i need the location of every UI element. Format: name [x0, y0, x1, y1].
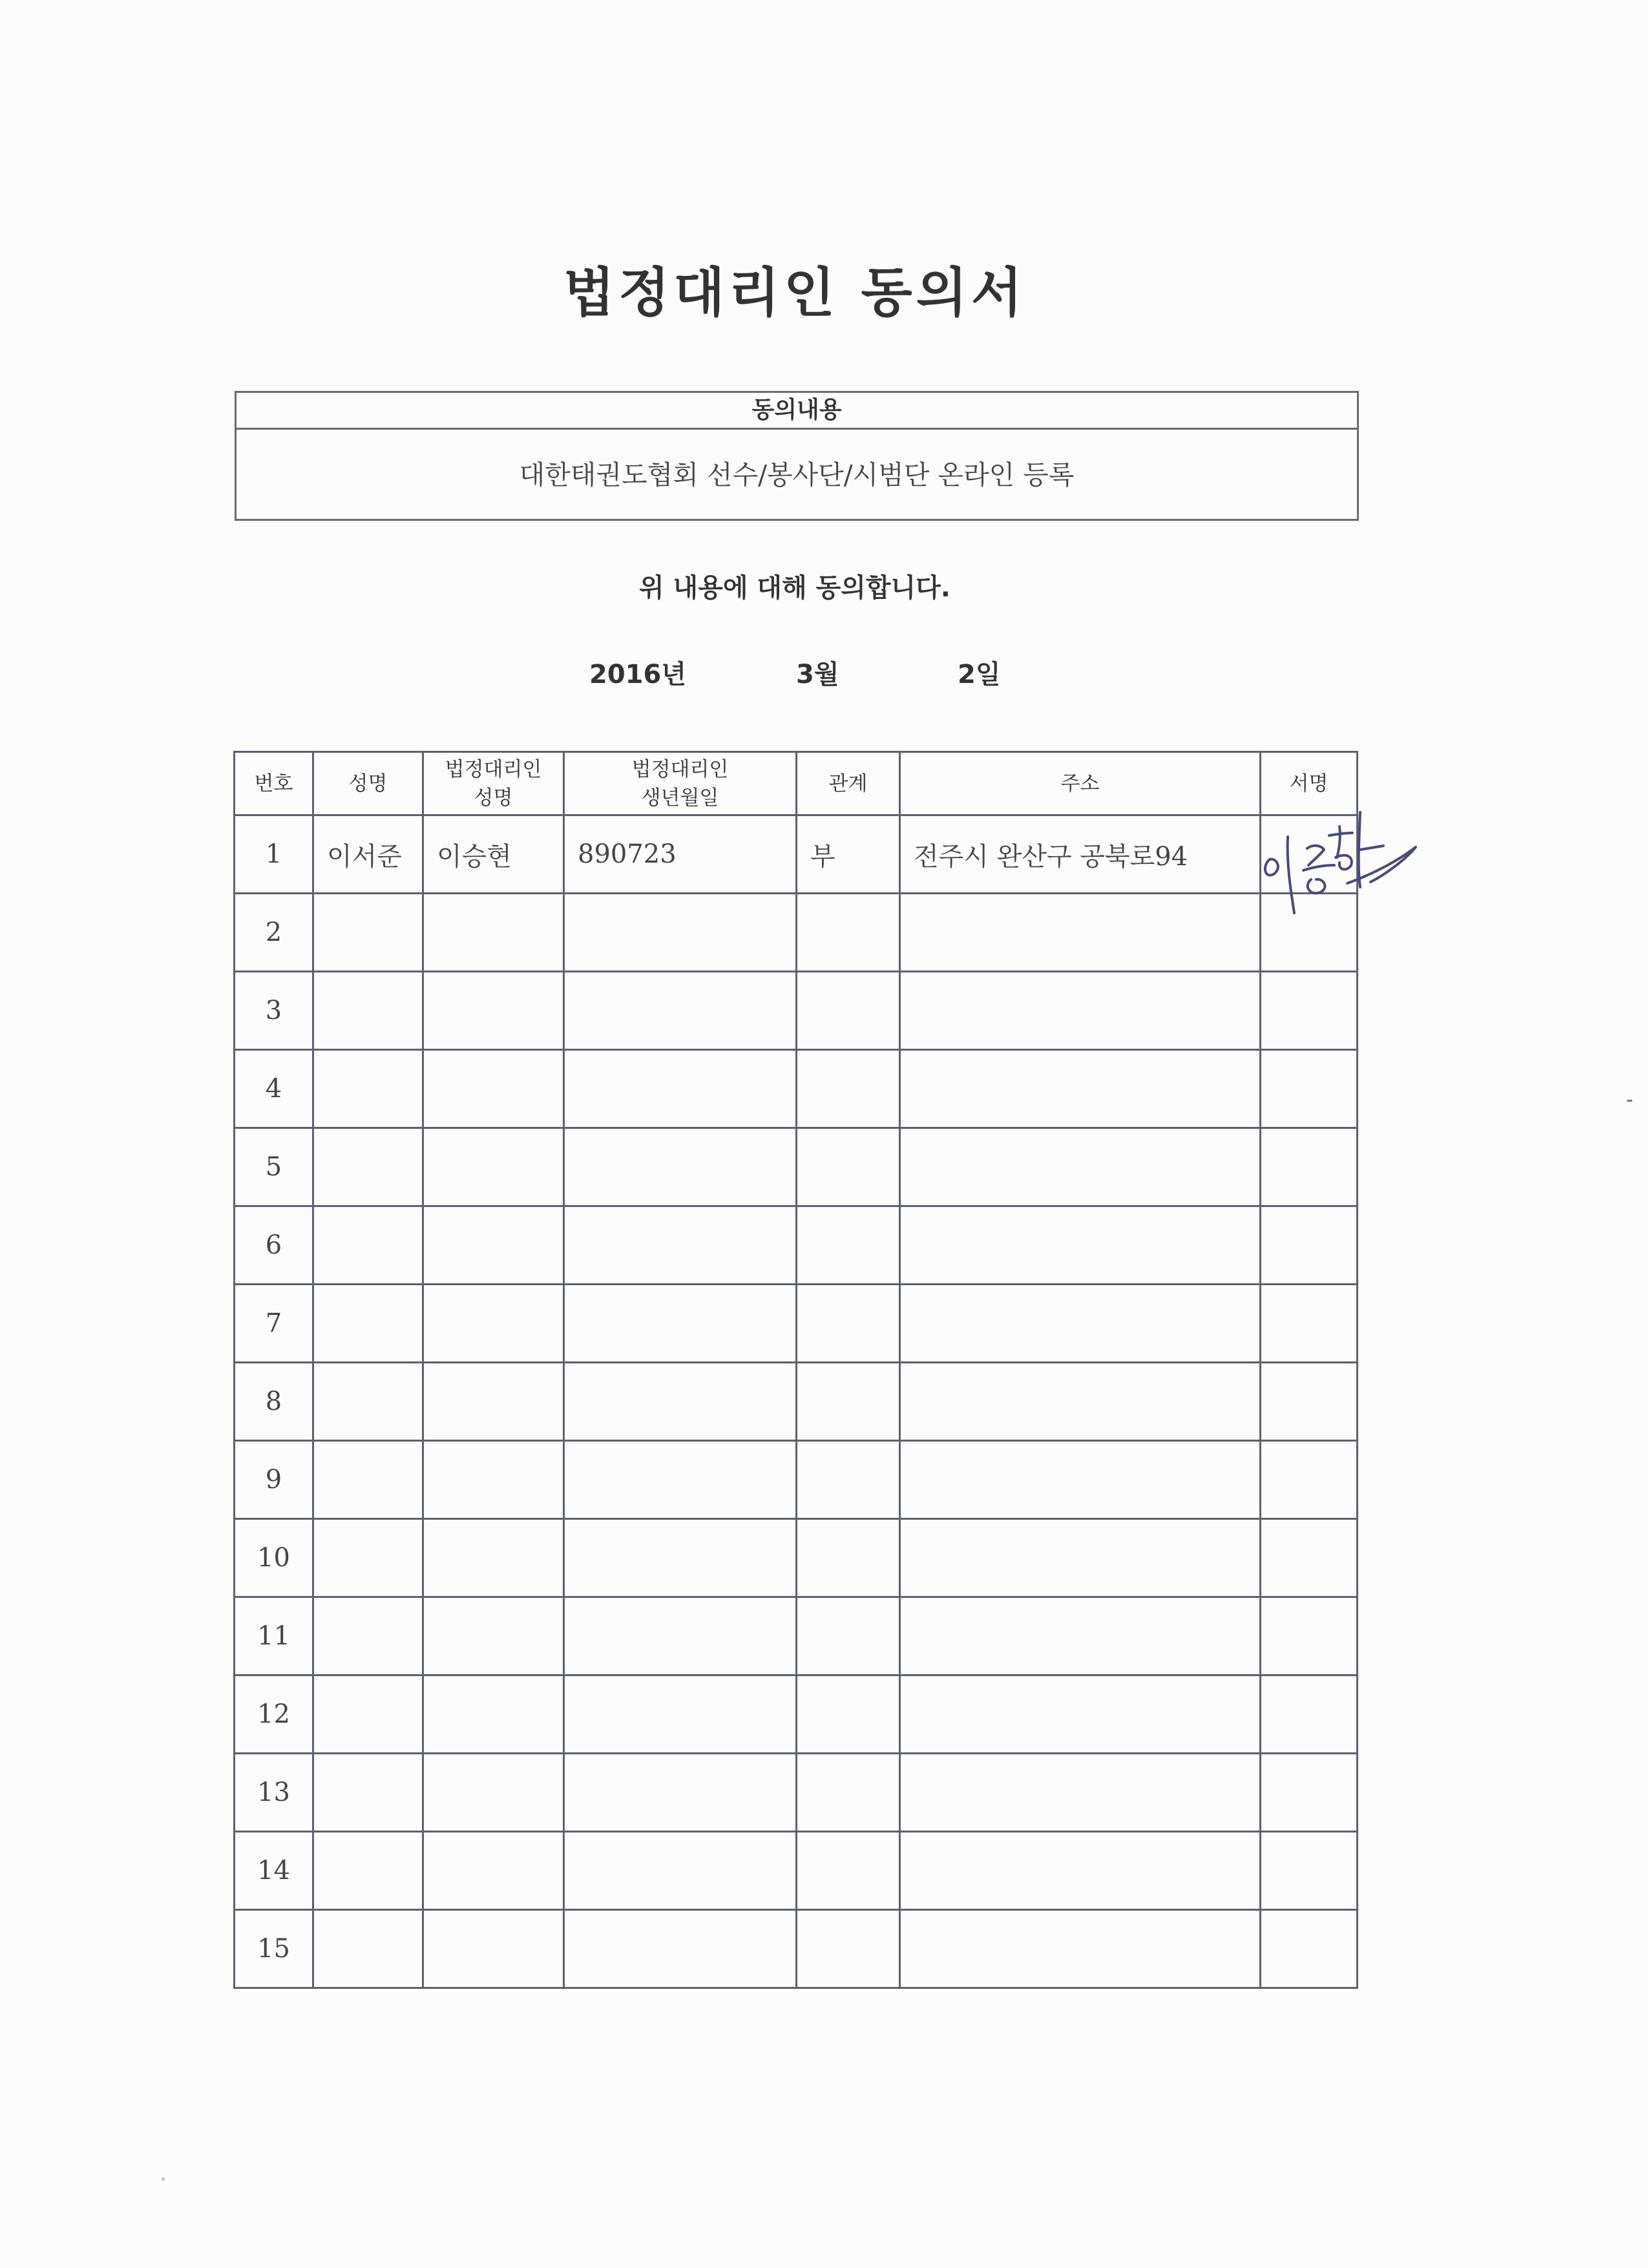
- row-address: [900, 1128, 1261, 1206]
- table-row: [235, 1206, 1358, 1285]
- row-relation: [797, 1128, 900, 1206]
- row-address: [900, 1363, 1261, 1441]
- table-row: [235, 1285, 1358, 1363]
- row-relation: [797, 894, 900, 972]
- row-signature: [1261, 1363, 1358, 1441]
- row-guardian-birth: [564, 1519, 797, 1597]
- row-no: 14: [235, 1832, 313, 1910]
- table-row: [235, 1675, 1358, 1754]
- row-address: [900, 1754, 1261, 1832]
- row-guardian-name: 이승현: [423, 815, 564, 894]
- row-name: [313, 1597, 423, 1675]
- row-guardian-birth: [564, 1910, 797, 1988]
- row-guardian-name: [423, 1206, 564, 1285]
- row-signature: [1261, 1050, 1358, 1128]
- guardian-roster-table: [233, 751, 1358, 1989]
- header-no-label: 번호: [254, 772, 293, 795]
- row-name: [313, 1206, 423, 1285]
- row-guardian-name: [423, 1754, 564, 1832]
- row-relation: [797, 1597, 900, 1675]
- row-relation: [797, 1754, 900, 1832]
- row-no: 1: [235, 815, 313, 894]
- row-guardian-birth: [564, 1754, 797, 1832]
- row-guardian-name: [423, 1128, 564, 1206]
- row-guardian-name: [423, 1050, 564, 1128]
- table-row: [235, 815, 1358, 894]
- row-guardian-name: [423, 1441, 564, 1519]
- row-relation: [797, 1519, 900, 1597]
- row-name: [313, 1363, 423, 1441]
- table-row: [235, 1597, 1358, 1675]
- table-row: [235, 1128, 1358, 1206]
- row-signature: [1261, 815, 1358, 894]
- row-guardian-birth: [564, 972, 797, 1050]
- header-guardian-birth-line2: 생년월일: [641, 786, 719, 810]
- row-signature: [1261, 1754, 1358, 1832]
- row-no: 3: [235, 972, 313, 1050]
- row-address: [900, 1675, 1261, 1754]
- row-address: [900, 1206, 1261, 1285]
- row-name: [313, 972, 423, 1050]
- row-guardian-birth: [564, 1285, 797, 1363]
- row-no: 12: [235, 1675, 313, 1754]
- table-header-row: [235, 752, 1358, 815]
- consent-content: 대한태권도협회 선수/봉사단/시범단 온라인 등록: [519, 459, 1075, 490]
- row-address: [900, 1285, 1261, 1363]
- row-signature: [1261, 1675, 1358, 1754]
- table-row: [235, 1441, 1358, 1519]
- row-signature: [1261, 894, 1358, 972]
- row-guardian-birth: [564, 894, 797, 972]
- row-signature: [1261, 1519, 1358, 1597]
- document-title: 법정대리인 동의서: [563, 262, 1027, 324]
- row-address: [900, 1910, 1261, 1988]
- header-address: [900, 752, 1261, 815]
- row-no: 4: [235, 1050, 313, 1128]
- row-guardian-birth: [564, 1206, 797, 1285]
- row-relation: [797, 1050, 900, 1128]
- row-address: [900, 972, 1261, 1050]
- row-address: 전주시 완산구 공북로94: [900, 815, 1261, 894]
- row-no: 7: [235, 1285, 313, 1363]
- header-guardian-birth-line1: 법정대리인: [631, 757, 729, 781]
- row-relation: [797, 1675, 900, 1754]
- row-no: 6: [235, 1206, 313, 1285]
- row-address: [900, 1597, 1261, 1675]
- row-relation: [797, 1206, 900, 1285]
- row-guardian-name: [423, 1832, 564, 1910]
- header-name: [313, 752, 423, 815]
- row-signature: [1261, 1910, 1358, 1988]
- row-signature: [1261, 972, 1358, 1050]
- row-no: 10: [235, 1519, 313, 1597]
- row-relation: 부: [797, 815, 900, 894]
- row-name: [313, 1128, 423, 1206]
- row-name: [313, 1675, 423, 1754]
- header-relation: [797, 752, 900, 815]
- row-guardian-birth: [564, 1675, 797, 1754]
- row-relation: [797, 972, 900, 1050]
- table-row: [235, 1363, 1358, 1441]
- table-row: [235, 1050, 1358, 1128]
- date-day: 2일: [958, 660, 1001, 689]
- row-name: [313, 1285, 423, 1363]
- header-relation-label: 관계: [828, 772, 868, 795]
- row-guardian-name: [423, 1285, 564, 1363]
- row-no: 2: [235, 894, 313, 972]
- row-signature: [1261, 1597, 1358, 1675]
- row-guardian-name: [423, 972, 564, 1050]
- table-row: [235, 1832, 1358, 1910]
- row-no: 13: [235, 1754, 313, 1832]
- row-guardian-birth: [564, 1363, 797, 1441]
- row-signature: [1261, 1832, 1358, 1910]
- row-signature: [1261, 1206, 1358, 1285]
- row-guardian-name: [423, 1519, 564, 1597]
- header-guardian-name: [423, 752, 564, 815]
- row-address: [900, 1050, 1261, 1128]
- row-guardian-birth: [564, 1441, 797, 1519]
- row-relation: [797, 1910, 900, 1988]
- row-name: [313, 1441, 423, 1519]
- agreement-statement: 위 내용에 대해 동의합니다.: [638, 573, 951, 603]
- header-no: [235, 752, 313, 815]
- row-guardian-birth: [564, 1597, 797, 1675]
- header-guardian-birth: [564, 752, 797, 815]
- row-guardian-birth: [564, 1832, 797, 1910]
- header-signature: [1261, 752, 1358, 815]
- row-no: 8: [235, 1363, 313, 1441]
- row-signature: [1261, 1128, 1358, 1206]
- row-name: [313, 894, 423, 972]
- row-guardian-name: [423, 1597, 564, 1675]
- row-guardian-name: [423, 1910, 564, 1988]
- date-year: 2016년: [589, 660, 686, 689]
- row-relation: [797, 1832, 900, 1910]
- row-address: [900, 1832, 1261, 1910]
- row-guardian-name: [423, 1363, 564, 1441]
- row-address: [900, 1441, 1261, 1519]
- row-guardian-birth: [564, 1050, 797, 1128]
- header-guardian-name-line2: 성명: [474, 786, 513, 810]
- consent-box: [235, 391, 1359, 521]
- row-address: [900, 1519, 1261, 1597]
- row-name: [313, 1832, 423, 1910]
- row-name: [313, 1910, 423, 1988]
- row-guardian-name: [423, 1675, 564, 1754]
- table-row: [235, 894, 1358, 972]
- row-guardian-birth: 890723: [564, 815, 797, 894]
- row-relation: [797, 1441, 900, 1519]
- row-signature: [1261, 1441, 1358, 1519]
- row-no: 11: [235, 1597, 313, 1675]
- header-address-label: 주소: [1060, 772, 1100, 795]
- date-month: 3월: [796, 660, 839, 689]
- table-row: [235, 1910, 1358, 1988]
- row-no: 9: [235, 1441, 313, 1519]
- row-guardian-name: [423, 894, 564, 972]
- table-row: [235, 1519, 1358, 1597]
- row-relation: [797, 1285, 900, 1363]
- row-name: [313, 1754, 423, 1832]
- table-row: [235, 972, 1358, 1050]
- row-address: [900, 894, 1261, 972]
- header-signature-label: 서명: [1289, 772, 1329, 795]
- header-guardian-name-line1: 법정대리인: [445, 757, 542, 781]
- row-name: [313, 1519, 423, 1597]
- row-relation: [797, 1363, 900, 1441]
- row-name: 이서준: [313, 815, 423, 894]
- row-signature: [1261, 1285, 1358, 1363]
- row-guardian-birth: [564, 1128, 797, 1206]
- consent-header: 동의내용: [236, 393, 1357, 430]
- scan-speck: [162, 2178, 165, 2181]
- table-row: [235, 1754, 1358, 1832]
- row-name: [313, 1050, 423, 1128]
- scan-speck: [1627, 1100, 1632, 1102]
- header-name-label: 성명: [348, 772, 388, 795]
- consent-date: [0, 654, 1649, 693]
- row-no: 15: [235, 1910, 313, 1988]
- row-no: 5: [235, 1128, 313, 1206]
